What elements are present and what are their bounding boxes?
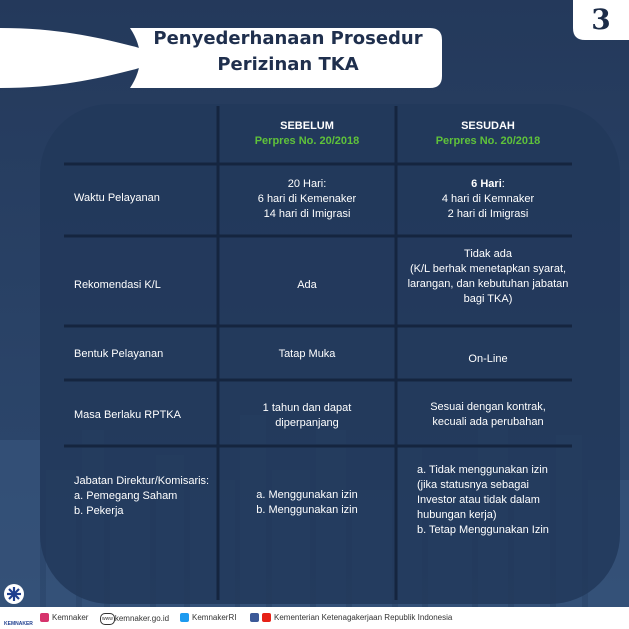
cell-line: larangan, dan kebutuhan jabatan [407,278,569,290]
page-title [134,26,442,86]
cell-line: On-Line [468,353,508,365]
cell-line: bagi TKA) [463,293,513,305]
row-after-rekomendasi [398,247,578,307]
cell-line: 2 hari di Imigrasi [447,208,529,220]
kemnaker-logo [4,584,24,604]
instagram-handle: Kemnaker [52,613,89,622]
cell-line: kecuali ada perubahan [432,416,544,428]
cell-line: Tidak ada [464,248,512,260]
footer-website[interactable] [100,613,169,625]
row-label-rekomendasi: Rekomendasi K/L [74,279,161,291]
row-label-jabatan [74,474,219,519]
cell-line: 6 hari di Kemenaker [257,193,357,205]
globe-icon: www [100,613,115,625]
logo-text: KEMNAKER [4,621,33,627]
ministry-name: Kementerian Ketenagakerjaan Republik Indonesia [274,613,453,622]
footer-instagram[interactable] [40,613,88,623]
cell-line: Tatap Muka [278,348,336,360]
website-url: kemnaker.go.id [114,614,170,624]
column-header-after [398,120,578,148]
column-header-before-sub: Perpres No. 20/2018 [254,135,360,147]
cell-line: Sesuai dengan kontrak, [430,401,546,413]
row-after-bentuk [398,352,578,367]
cell-line: (K/L berhak menetapkan syarat, [409,263,567,275]
cell-line: 4 hari di Kemnaker [441,193,535,205]
row-after-jabatan [417,463,587,538]
row-before-masa [220,401,394,431]
row-before-bentuk [220,347,394,362]
bold-emphasis: 6 Hari [471,178,502,190]
cell-line: a. Pemegang Saham [74,490,178,502]
cell-line: a. Tidak menggunakan izin [417,464,548,476]
cell-text: : [501,178,505,190]
instagram-icon [40,613,49,622]
title-line-2: Perizinan TKA [217,54,359,75]
cell-line: Investor atau tidak dalam [417,494,540,506]
footer [0,607,629,629]
cell-line: b. Menggunakan izin [256,504,358,516]
column-header-after-label: SESUDAH [461,120,515,132]
cell-line: a. Menggunakan izin [256,489,358,501]
cell-line [398,177,578,192]
page-number: 3 [591,3,611,36]
row-label-waktu: Waktu Pelayanan [74,192,160,204]
column-header-before-label: SEBELUM [280,120,334,132]
cell-line: (jika statusnya sebagai [417,479,529,491]
cell-line: b. Tetap Menggunakan Izin [417,524,549,536]
column-header-after-sub: Perpres No. 20/2018 [435,135,541,147]
twitter-handle: KemnakerRI [192,613,237,622]
cell-line: b. Pekerja [74,505,124,517]
cell-line: 20 Hari: [287,178,327,190]
row-after-masa [398,400,578,430]
twitter-icon [180,613,189,622]
cell-line: 14 hari di Imigrasi [263,208,351,220]
cell-line: Jabatan Direktur/Komisaris: [74,475,210,487]
footer-facebook-youtube[interactable] [250,613,452,623]
title-line-1: Penyederhanaan Prosedur [153,28,423,49]
row-after-waktu [398,177,578,222]
row-before-jabatan [220,488,394,518]
column-header-before [220,120,394,148]
footer-twitter[interactable] [180,613,236,623]
row-before-waktu [220,177,394,222]
cell-line: 1 tahun dan dapat [262,402,352,414]
row-before-rekomendasi [220,278,394,293]
youtube-icon [262,613,271,622]
cell-line: Ada [297,279,317,291]
cell-line: hubungan kerja) [417,509,497,521]
facebook-icon [250,613,259,622]
cell-line: diperpanjang [275,417,339,429]
row-label-bentuk: Bentuk Pelayanan [74,348,164,360]
row-label-masa: Masa Berlaku RPTKA [74,409,181,421]
